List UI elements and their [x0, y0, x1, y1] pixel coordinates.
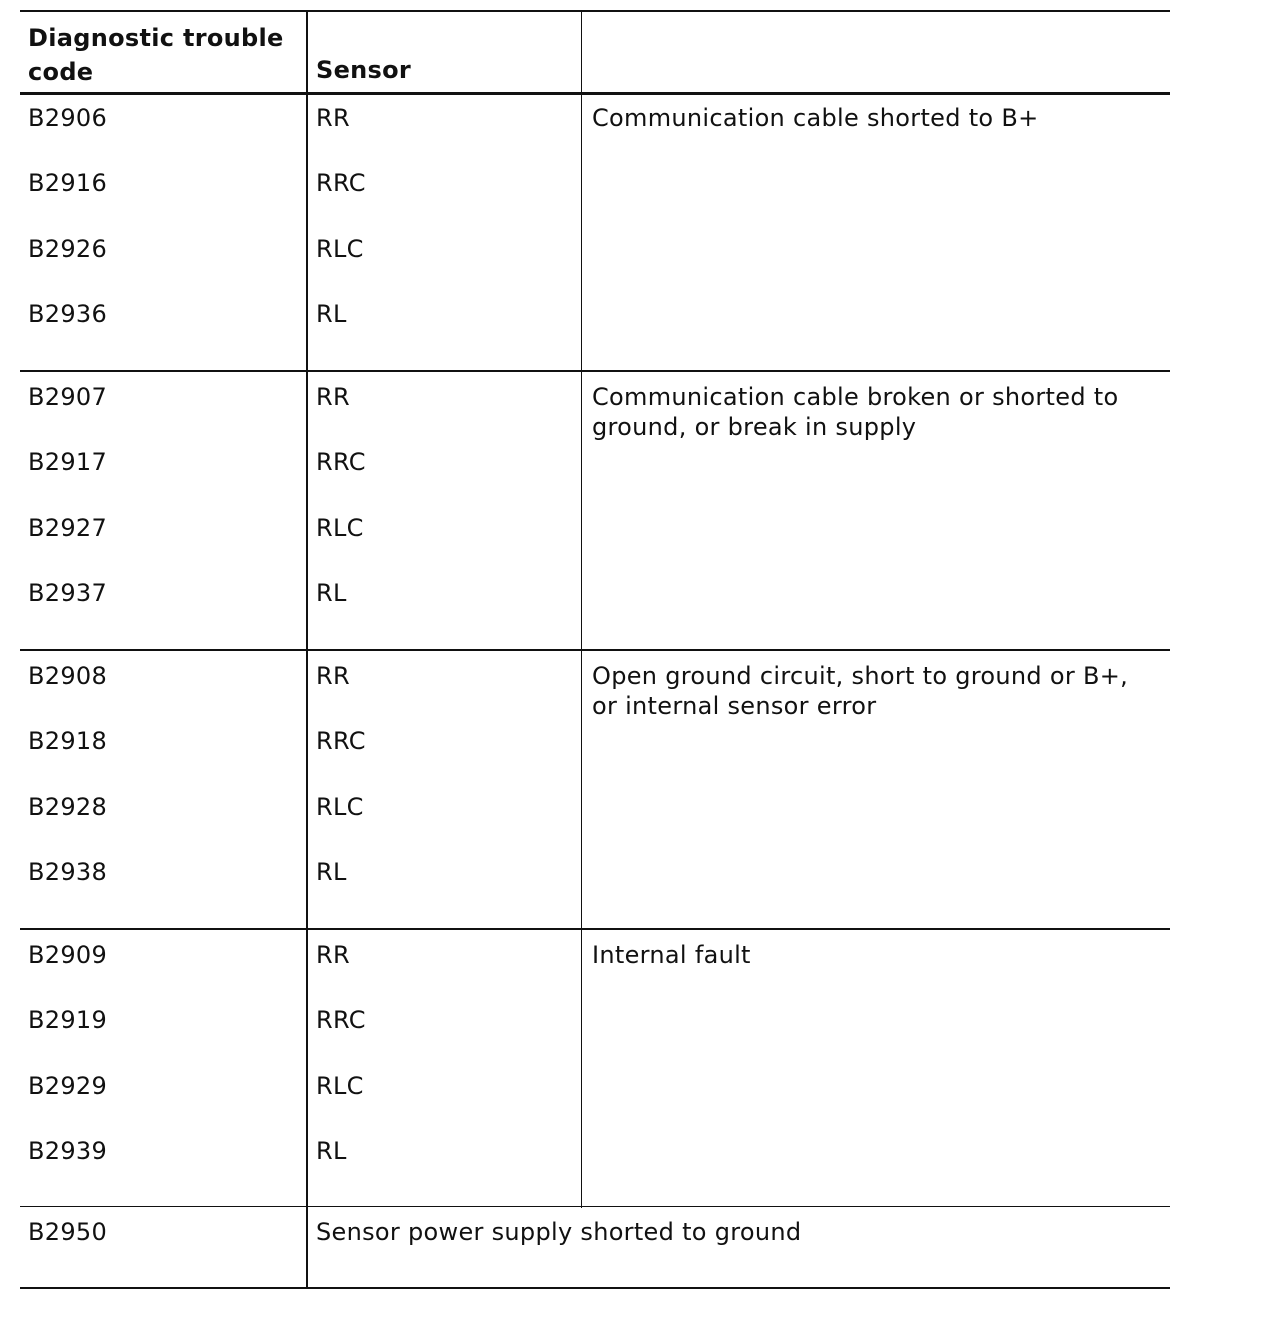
table-cell-sensor: RR — [316, 662, 350, 690]
table-cell-code: B2918 — [28, 727, 108, 755]
table-cell-sensor: RL — [316, 858, 347, 886]
table-cell-description: Communication cable shorted to B+ — [592, 104, 1039, 132]
header-bottom-rule — [20, 92, 1170, 95]
table-cell-code: B2936 — [28, 300, 108, 328]
table-cell-code: B2916 — [28, 169, 108, 197]
table-cell-sensor: RLC — [316, 793, 364, 821]
table-cell-description: Communication cable broken or shorted to ground, or break in supply — [592, 383, 1119, 441]
table-cell-code: B2919 — [28, 1006, 108, 1034]
group-divider-1 — [20, 370, 1170, 372]
table-cell-sensor: RR — [316, 383, 350, 411]
column-divider-code — [306, 12, 308, 1289]
table-cell-code: B2928 — [28, 793, 108, 821]
table-bottom-rule — [20, 1287, 1170, 1289]
table-cell-sensor: RRC — [316, 727, 366, 755]
table-cell-code: B2927 — [28, 514, 108, 542]
header-code: Diagnostic trouble code — [28, 24, 284, 86]
table-cell-code: B2907 — [28, 383, 108, 411]
table-cell-code: B2938 — [28, 858, 108, 886]
table-cell-description: Internal fault — [592, 941, 751, 969]
column-divider-sensor — [581, 12, 582, 1208]
table-cell-sensor: RRC — [316, 169, 366, 197]
table-cell-description: Open ground circuit, short to ground or B+, or internal sensor error — [592, 662, 1129, 720]
table-cell-code: B2909 — [28, 941, 108, 969]
table-cell-sensor: RLC — [316, 1072, 364, 1100]
table-cell-code: B2939 — [28, 1137, 108, 1165]
table-cell-code: B2906 — [28, 104, 108, 132]
group-divider-4 — [20, 1206, 1170, 1207]
table-cell-code: B2926 — [28, 235, 108, 263]
table-cell-sensor: RL — [316, 579, 347, 607]
table-cell-sensor: RRC — [316, 1006, 366, 1034]
table-cell-sensor: RL — [316, 300, 347, 328]
table-cell-code: B2908 — [28, 662, 108, 690]
table-cell-code: B2950 — [28, 1218, 108, 1246]
table-cell-code: B2929 — [28, 1072, 108, 1100]
table-cell-sensor: RRC — [316, 448, 366, 476]
table-cell-sensor: RR — [316, 941, 350, 969]
header-sensor: Sensor — [316, 56, 412, 84]
table-cell-code: B2937 — [28, 579, 108, 607]
table-cell-sensor: RLC — [316, 235, 364, 263]
group-divider-2 — [20, 649, 1170, 651]
group-divider-3 — [20, 928, 1170, 930]
table-cell-sensor: RL — [316, 1137, 347, 1165]
table-cell-description: Sensor power supply shorted to ground — [316, 1218, 802, 1246]
table-top-rule — [20, 10, 1170, 12]
table-cell-sensor: RR — [316, 104, 350, 132]
table-cell-code: B2917 — [28, 448, 108, 476]
table-cell-sensor: RLC — [316, 514, 364, 542]
